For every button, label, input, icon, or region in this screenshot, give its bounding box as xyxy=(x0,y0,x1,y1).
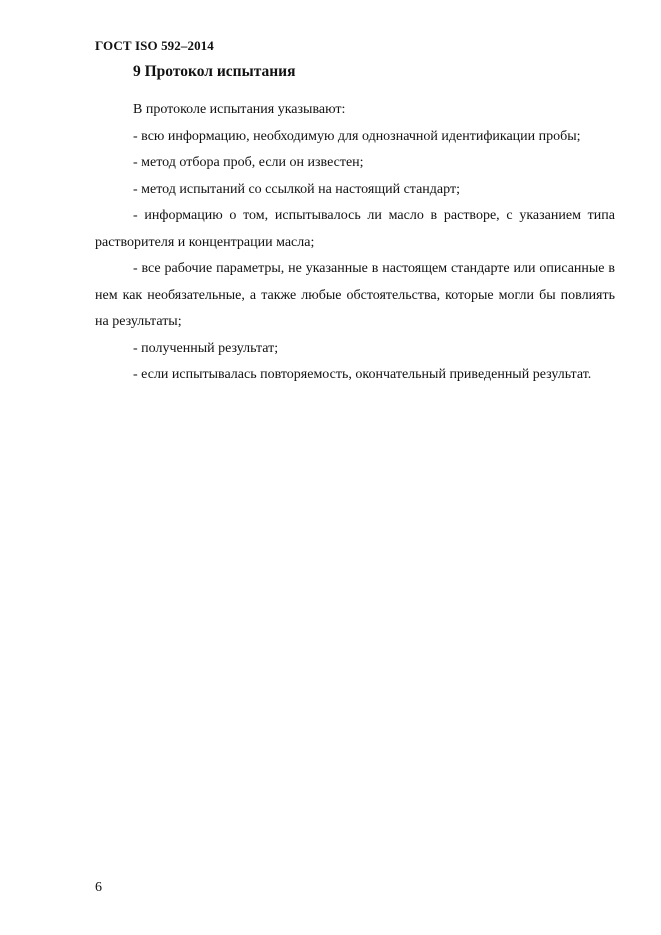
list-item-test-method: - метод испытаний со ссылкой на настоящий стандарт; xyxy=(133,181,460,197)
list-item-repeatability: - если испытывалась повторяемость, окончательный приведенный результат. xyxy=(133,367,592,382)
standard-code-header: ГОСТ ISO 592–2014 xyxy=(95,38,214,53)
list-item-identification: - всю информацию, необходимую для однозначной идентификации пробы; xyxy=(133,128,581,144)
list-item-result: - полученный результат; xyxy=(133,340,279,356)
section-body xyxy=(95,97,615,389)
section-title: 9 Протокол испытания xyxy=(133,63,296,80)
list-item-sampling-method: - метод отбора проб, если он известен; xyxy=(133,155,364,170)
intro-paragraph: В протоколе испытания указывают: xyxy=(133,102,346,117)
list-item-solution-info: - информацию о том, испытывалось ли масло в растворе, с указанием типа растворителя и концентрации масла; xyxy=(95,208,615,250)
page-number: 6 xyxy=(95,880,102,895)
list-item-operating-parameters: - все рабочие параметры, не указанные в настоящем стандарте или описанные в нем как необязательные, а также любые обстоятельства, которые могли бы повлиять на результаты; xyxy=(95,261,615,329)
